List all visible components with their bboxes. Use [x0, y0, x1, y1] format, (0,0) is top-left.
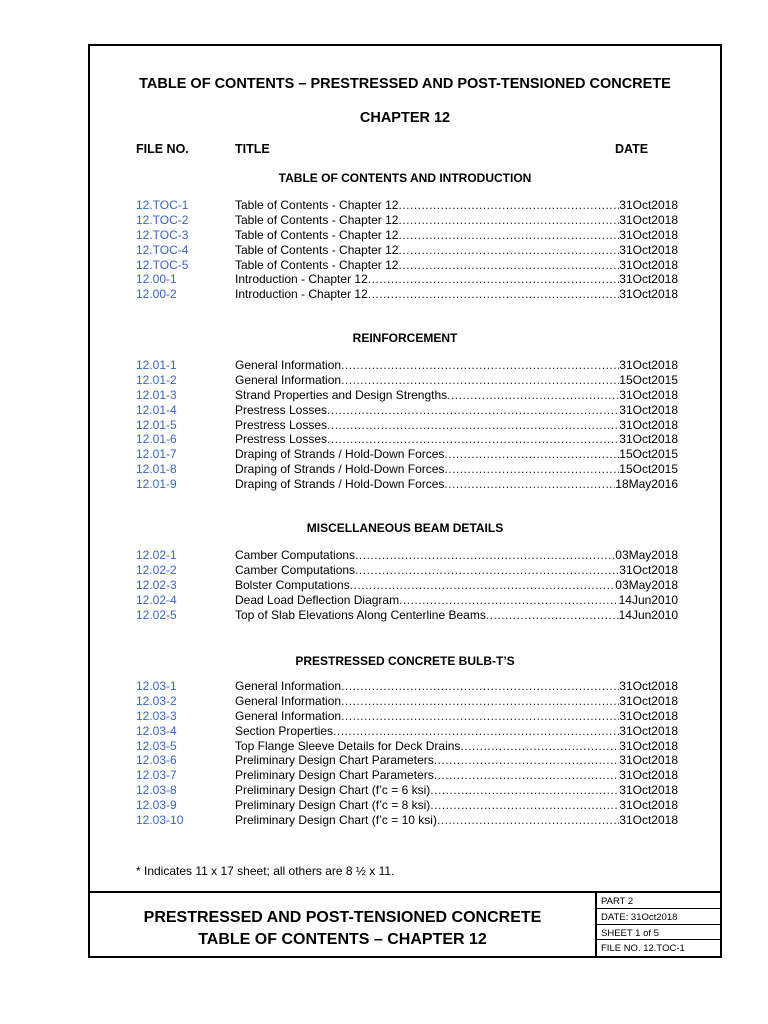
section-entry-list: [90, 198, 720, 302]
title-block-info: [595, 893, 720, 956]
dot-leader: [350, 578, 616, 593]
file-number-link[interactable]: 12.00-1: [136, 272, 177, 287]
dot-leader: [430, 783, 619, 798]
entry-date: 15Oct2015: [619, 462, 678, 477]
dot-leader: [398, 213, 619, 228]
toc-entry: [90, 418, 720, 433]
dot-leader: [355, 548, 615, 563]
dot-leader: [398, 258, 619, 273]
entry-date: 31Oct2018: [619, 417, 678, 432]
entry-date: 31Oct2018: [619, 387, 678, 402]
toc-entry: [90, 403, 720, 418]
entry-title: Prestress Losses: [235, 417, 328, 432]
entry-title-row: [235, 563, 678, 578]
dot-leader: [434, 768, 620, 783]
column-header-date: DATE: [615, 142, 649, 156]
entry-date: 31Oct2018: [619, 358, 678, 372]
entry-date: 31Oct2018: [619, 798, 678, 813]
toc-entry: [90, 462, 720, 477]
entry-date: 31Oct2018: [619, 287, 678, 302]
dot-leader: [368, 287, 620, 302]
entry-title-row: [235, 753, 678, 768]
section-heading: MISCELLANEOUS BEAM DETAILS: [306, 521, 504, 535]
toc-entry: [90, 477, 720, 492]
entry-title: Preliminary Design Chart Parameters: [235, 768, 434, 783]
entry-date: 31Oct2018: [619, 738, 678, 753]
toc-entry: [90, 358, 720, 373]
file-number-link[interactable]: 12.02-4: [136, 592, 177, 607]
entry-date: 14Jun2010: [618, 607, 678, 622]
entry-title-row: [235, 709, 678, 724]
entry-title-row: [235, 403, 678, 418]
entry-title-row: [235, 724, 678, 739]
file-no-label: FILE NO. 12.TOC-1: [601, 943, 685, 955]
file-number-link[interactable]: 12.01-4: [136, 402, 177, 417]
toc-entry: [90, 272, 720, 287]
dot-leader: [327, 403, 619, 418]
entry-title-row: [235, 783, 678, 798]
file-number-link[interactable]: 12.01-3: [136, 387, 177, 402]
title-block: [90, 891, 720, 956]
entry-title-row: [235, 287, 678, 302]
file-number-link[interactable]: 12.02-1: [136, 548, 177, 562]
file-number-link[interactable]: 12.TOC-4: [136, 242, 189, 257]
dot-leader: [333, 724, 619, 739]
entry-date: 15Oct2015: [619, 372, 678, 387]
entry-title: Top of Slab Elevations Along Centerline Beams: [235, 607, 486, 622]
toc-entry: [90, 578, 720, 593]
entry-date: 31Oct2018: [619, 562, 678, 577]
entry-title-row: [235, 432, 678, 447]
entry-title: Draping of Strands / Hold-Down Forces: [235, 477, 445, 492]
entry-date: 31Oct2018: [619, 432, 678, 447]
dot-leader: [341, 709, 619, 724]
entry-title-row: [235, 593, 678, 608]
entry-date: 31Oct2018: [619, 708, 678, 723]
dot-leader: [355, 563, 619, 578]
dot-leader: [444, 477, 615, 492]
entry-title: Table of Contents - Chapter 12: [235, 227, 399, 242]
entry-date: 31Oct2018: [619, 723, 678, 738]
entry-title: Draping of Strands / Hold-Down Forces: [235, 462, 445, 477]
toc-entry: [90, 548, 720, 563]
date-label: DATE: 31Oct2018: [597, 909, 720, 925]
dot-leader: [327, 432, 619, 447]
entry-title: Top Flange Sleeve Details for Deck Drains: [235, 738, 461, 753]
dot-leader: [341, 679, 619, 694]
dot-leader: [437, 813, 619, 828]
entry-date: 03May2018: [615, 577, 678, 592]
entry-title-row: [235, 462, 678, 477]
file-number-link[interactable]: 12.03-9: [136, 798, 177, 813]
entry-title-row: [235, 388, 678, 403]
entry-date: 31Oct2018: [619, 242, 678, 257]
entry-title-row: [235, 608, 678, 623]
entry-title-row: [235, 418, 678, 433]
entry-title-row: [235, 798, 678, 813]
entry-title-row: [235, 694, 678, 709]
entry-title: Table of Contents - Chapter 12: [235, 212, 399, 227]
entry-date: 31Oct2018: [619, 402, 678, 417]
dot-leader: [398, 198, 619, 213]
footer-title-line-2: TABLE OF CONTENTS – CHAPTER 12: [198, 931, 487, 948]
entry-title-row: [235, 447, 678, 462]
file-number-link[interactable]: 12.02-5: [136, 607, 177, 622]
entry-title: General Information: [235, 679, 342, 693]
section-entry-list: [90, 548, 720, 622]
entry-title: Introduction - Chapter 12: [235, 287, 368, 302]
toc-entry: [90, 768, 720, 783]
entry-title-row: [235, 243, 678, 258]
entry-title: Dead Load Deflection Diagram: [235, 592, 400, 607]
entry-date: 31Oct2018: [619, 257, 678, 272]
entry-date: 31Oct2018: [619, 679, 678, 693]
dot-leader: [341, 358, 619, 373]
toc-entry: [90, 198, 720, 213]
toc-entry: [90, 724, 720, 739]
entry-title: Strand Properties and Design Strengths: [235, 387, 448, 402]
dot-leader: [444, 462, 619, 477]
entry-date: 31Oct2018: [619, 227, 678, 242]
dot-leader: [368, 272, 620, 287]
toc-entry: [90, 287, 720, 302]
file-number-link[interactable]: 12.TOC-1: [136, 198, 189, 212]
entry-date: 18May2016: [615, 477, 678, 492]
toc-entry: [90, 243, 720, 258]
dot-leader: [327, 418, 619, 433]
toc-entry: [90, 783, 720, 798]
entry-date: 31Oct2018: [619, 198, 678, 212]
entry-date: 03May2018: [615, 548, 678, 562]
entry-title-row: [235, 373, 678, 388]
toc-entry: [90, 739, 720, 754]
toc-entry: [90, 608, 720, 623]
entry-title-row: [235, 272, 678, 287]
toc-entry: [90, 753, 720, 768]
entry-date: 31Oct2018: [619, 272, 678, 287]
dot-leader: [460, 739, 619, 754]
dot-leader: [399, 593, 619, 608]
dot-leader: [486, 608, 619, 623]
file-number-link[interactable]: 12.03-10: [136, 813, 184, 828]
file-number-link[interactable]: 12.03-4: [136, 723, 177, 738]
entry-title: Preliminary Design Chart (f’c = 10 ksi): [235, 813, 437, 828]
entry-title: General Information: [235, 358, 342, 372]
dot-leader: [341, 694, 619, 709]
entry-title: General Information: [235, 372, 342, 387]
entry-title-row: [235, 198, 678, 213]
entry-title-row: [235, 228, 678, 243]
file-number-link[interactable]: 12.03-7: [136, 768, 177, 783]
entry-title: General Information: [235, 693, 342, 708]
entry-date: 31Oct2018: [619, 693, 678, 708]
file-number-link[interactable]: 12.03-2: [136, 693, 177, 708]
entry-date: 31Oct2018: [619, 753, 678, 768]
entry-date: 31Oct2018: [619, 212, 678, 227]
file-number-link[interactable]: 12.01-7: [136, 447, 177, 462]
sheet-label: SHEET 1 of 5: [597, 925, 720, 941]
toc-entry: [90, 694, 720, 709]
file-number-link[interactable]: 12.02-3: [136, 577, 177, 592]
footnote: * Indicates 11 x 17 sheet; all others are 8 ½ x 11.: [136, 864, 395, 878]
column-header-file-no: FILE NO.: [136, 142, 189, 156]
dot-leader: [434, 753, 620, 768]
file-number-link[interactable]: 12.03-8: [136, 783, 177, 798]
dot-leader: [447, 388, 619, 403]
file-number-link[interactable]: 12.01-5: [136, 417, 177, 432]
toc-entry: [90, 258, 720, 273]
section-heading: REINFORCEMENT: [352, 331, 458, 345]
file-number-link[interactable]: 12.TOC-3: [136, 227, 189, 242]
section-entry-list: [90, 358, 720, 492]
file-number-link[interactable]: 12.03-3: [136, 708, 177, 723]
entry-title-row: [235, 213, 678, 228]
column-header-title: TITLE: [235, 142, 270, 156]
entry-title: General Information: [235, 708, 342, 723]
entry-title-row: [235, 477, 678, 492]
entry-date: 31Oct2018: [619, 768, 678, 783]
toc-entry: [90, 213, 720, 228]
entry-title: Introduction - Chapter 12: [235, 272, 368, 287]
entry-title: Draping of Strands / Hold-Down Forces: [235, 447, 445, 462]
entry-title: Section Properties: [235, 723, 334, 738]
part-label: PART 2: [597, 893, 720, 909]
section-heading: PRESTRESSED CONCRETE BULB-T’S: [295, 654, 515, 668]
chapter-title: CHAPTER 12: [359, 110, 451, 126]
entry-title: Preliminary Design Chart (f’c = 6 ksi): [235, 783, 431, 798]
toc-entry: [90, 388, 720, 403]
file-number-link[interactable]: 12.01-1: [136, 358, 177, 372]
entry-title: Bolster Computations: [235, 577, 350, 592]
entry-title-row: [235, 679, 678, 694]
toc-entry: [90, 798, 720, 813]
toc-entry: [90, 813, 720, 828]
file-number-link[interactable]: 12.TOC-5: [136, 257, 189, 272]
toc-entry: [90, 679, 720, 694]
file-number-link[interactable]: 12.01-6: [136, 432, 177, 447]
entry-title: Preliminary Design Chart (f’c = 8 ksi): [235, 798, 431, 813]
dot-leader: [398, 228, 619, 243]
dot-leader: [430, 798, 619, 813]
dot-leader: [341, 373, 619, 388]
entry-title: Preliminary Design Chart Parameters: [235, 753, 434, 768]
entry-title-row: [235, 739, 678, 754]
entry-date: 15Oct2015: [619, 447, 678, 462]
toc-entry: [90, 228, 720, 243]
entry-title: Camber Computations: [235, 562, 356, 577]
toc-entry: [90, 709, 720, 724]
entry-title-row: [235, 578, 678, 593]
toc-entry: [90, 373, 720, 388]
file-number-link[interactable]: 12.02-2: [136, 562, 177, 577]
file-number-link[interactable]: 12.01-8: [136, 462, 177, 477]
file-number-link[interactable]: 12.00-2: [136, 287, 177, 302]
dot-leader: [444, 447, 619, 462]
entry-title-row: [235, 258, 678, 273]
entry-title-row: [235, 768, 678, 783]
file-number-link[interactable]: 12.01-2: [136, 372, 177, 387]
entry-title: Prestress Losses: [235, 432, 328, 447]
entry-date: 31Oct2018: [619, 813, 678, 828]
section-heading: TABLE OF CONTENTS AND INTRODUCTION: [278, 171, 532, 185]
document-sheet: [88, 44, 722, 958]
entry-title: Camber Computations: [235, 548, 356, 562]
entry-title-row: [235, 358, 678, 373]
file-number-link[interactable]: 12.TOC-2: [136, 212, 189, 227]
document-title: TABLE OF CONTENTS – PRESTRESSED AND POST-TENSIONED CONCRETE: [139, 76, 671, 92]
entry-title: Table of Contents - Chapter 12: [235, 198, 399, 212]
toc-entry: [90, 432, 720, 447]
footer-title-line-1: PRESTRESSED AND POST-TENSIONED CONCRETE: [143, 909, 542, 926]
entry-date: 31Oct2018: [619, 783, 678, 798]
entry-title-row: [235, 813, 678, 828]
file-number-link[interactable]: 12.03-5: [136, 738, 177, 753]
dot-leader: [398, 243, 619, 258]
entry-title: Table of Contents - Chapter 12: [235, 242, 399, 257]
toc-entry: [90, 593, 720, 608]
entry-title-row: [235, 548, 678, 563]
toc-entry: [90, 563, 720, 578]
file-number-link[interactable]: 12.03-6: [136, 753, 177, 768]
section-entry-list: [90, 679, 720, 828]
file-number-link[interactable]: 12.03-1: [136, 679, 177, 693]
entry-title: Prestress Losses: [235, 402, 328, 417]
entry-date: 14Jun2010: [618, 592, 678, 607]
file-number-link[interactable]: 12.01-9: [136, 477, 177, 492]
entry-title: Table of Contents - Chapter 12: [235, 257, 399, 272]
toc-entry: [90, 447, 720, 462]
